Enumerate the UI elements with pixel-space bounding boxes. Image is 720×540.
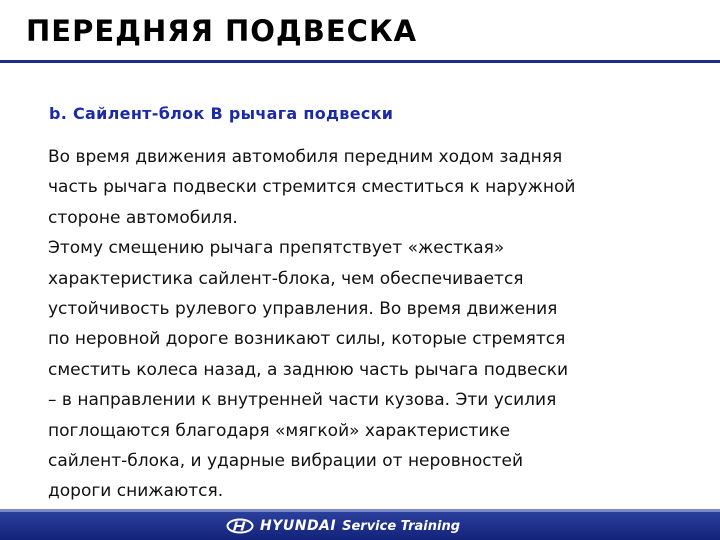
brand-name: HYUNDAI (260, 518, 337, 534)
slide-title: ПЕРЕДНЯЯ ПОДВЕСКА (26, 14, 418, 48)
body-line: по неровной дороге возникают силы, которые стремятся (48, 329, 566, 350)
body-line: Этому смещению рычага препятствует «жесткая» (48, 238, 505, 259)
body-line: Во время движения автомобиля передним ходом задняя (48, 147, 563, 167)
body-line: сайлент-блока, и ударные вибрации от неровностей (48, 451, 524, 472)
footer-brand (226, 515, 460, 537)
body-line: дороги снижаются. (48, 481, 224, 502)
hyundai-logo-icon (226, 518, 254, 534)
body-line: поглощаются благодаря «мягкой» характеристике (48, 420, 511, 441)
body-text (48, 142, 688, 507)
body-line: характеристика сайлент-блока, чем обеспечивается (48, 268, 524, 289)
body-line: сместить колеса назад, а заднюю часть рычага подвески (48, 359, 569, 380)
section-heading: b. Сайлент-блок В рычага подвески (49, 104, 394, 123)
body-line: стороне автомобиля. (48, 207, 238, 228)
body-line: – в направлении к внутренней части кузова. Эти усилия (48, 390, 557, 411)
body-line: устойчивость рулевого управления. Во время движения (48, 299, 558, 320)
title-divider (0, 60, 720, 63)
brand-tagline: Service Training (342, 518, 461, 534)
body-line: часть рычага подвески стремится сместиться к наружной (48, 177, 576, 198)
